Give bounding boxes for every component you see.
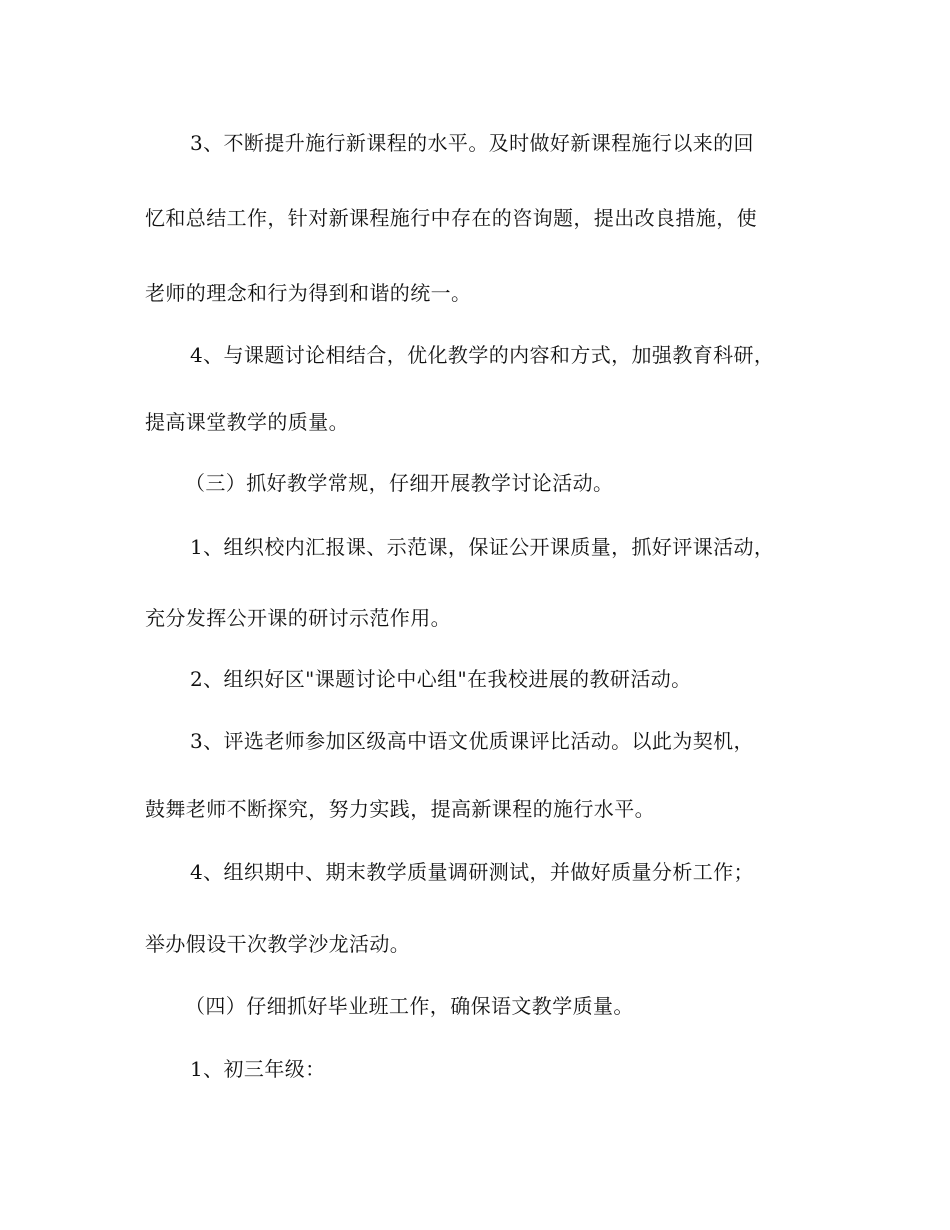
paragraph-line: 举办假设干次教学沙龙活动。 [145, 932, 411, 956]
paragraph-line: 3、不断提升施行新课程的水平。及时做好新课程施行以来的回 [190, 131, 754, 155]
paragraph-line: 2、组织好区"课题讨论中心组"在我校进展的教研活动。 [190, 667, 692, 691]
paragraph-line: 4、与课题讨论相结合，优化教学的内容和方式，加强教育科研， [190, 343, 775, 367]
paragraph-line: 忆和总结工作，针对新课程施行中存在的咨询题，提出改良措施，使 [145, 206, 757, 230]
paragraph-line: 4、组织期中、期末教学质量调研测试，并做好质量分析工作； [190, 860, 754, 884]
paragraph-line: 3、评选老师参加区级高中语文优质课评比活动。以此为契机， [190, 729, 754, 753]
paragraph-line: 充分发挥公开课的研讨示范作用。 [145, 606, 451, 630]
paragraph-line: 老师的理念和行为得到和谐的统一。 [145, 281, 472, 305]
paragraph-line: 1、组织校内汇报课、示范课，保证公开课质量，抓好评课活动， [190, 535, 775, 559]
paragraph-line: 1、初三年级： [190, 1057, 326, 1081]
paragraph-line: 鼓舞老师不断探究，努力实践，提高新课程的施行水平。 [145, 797, 655, 821]
paragraph-line: 提高课堂教学的质量。 [145, 410, 349, 434]
section-heading: （三）抓好教学常规，仔细开展教学讨论活动。 [185, 471, 614, 495]
section-heading: （四）仔细抓好毕业班工作，确保语文教学质量。 [185, 994, 634, 1018]
